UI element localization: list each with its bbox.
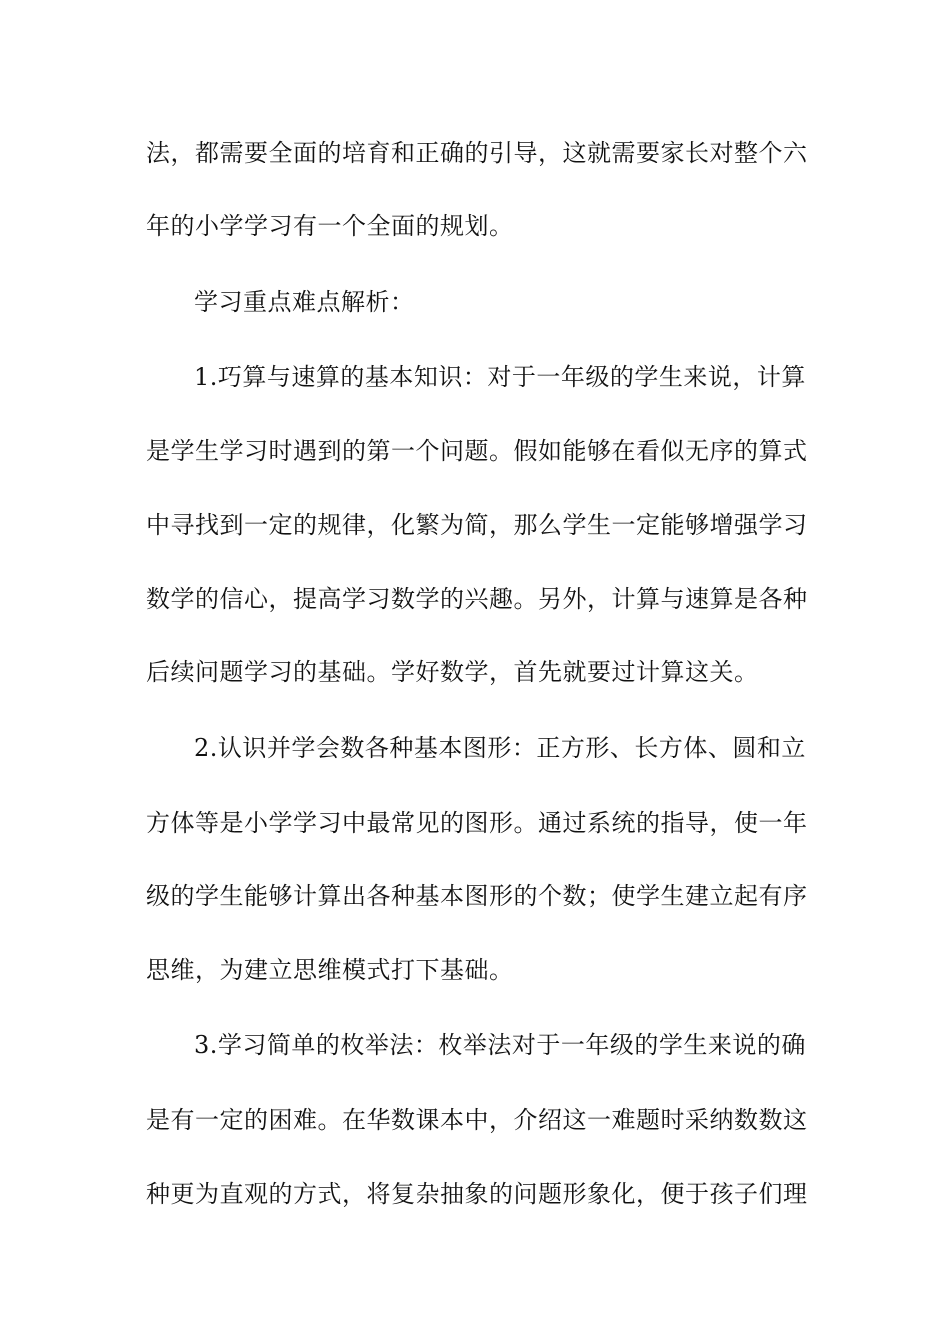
text-line: 1.巧算与速算的基本知识：对于一年级的学生来说，计算 <box>194 363 806 391</box>
section-heading: 学习重点难点解析： <box>194 288 415 316</box>
text-line: 思维，为建立思维模式打下基础。 <box>146 956 514 984</box>
text-line: 是有一定的困难。在华数课本中，介绍这一难题时采纳数数这 <box>146 1106 808 1134</box>
text-line: 是学生学习时遇到的第一个问题。假如能够在看似无序的算式 <box>146 437 808 465</box>
text-line: 数学的信心，提高学习数学的兴趣。另外，计算与速算是各种 <box>146 585 808 613</box>
text-line: 2.认识并学会数各种基本图形：正方形、长方体、圆和立 <box>194 734 806 762</box>
text-line: 方体等是小学学习中最常见的图形。通过系统的指导，使一年 <box>146 809 808 837</box>
text-line: 3.学习简单的枚举法：枚举法对于一年级的学生来说的确 <box>194 1031 806 1059</box>
text-line: 中寻找到一定的规律，化繁为简，那么学生一定能够增强学习 <box>146 511 808 539</box>
text-line: 年的小学学习有一个全面的规划。 <box>146 212 514 240</box>
text-line: 后续问题学习的基础。学好数学，首先就要过计算这关。 <box>146 658 759 686</box>
text-line: 级的学生能够计算出各种基本图形的个数；使学生建立起有序 <box>146 882 808 910</box>
text-line: 法，都需要全面的培育和正确的引导，这就需要家长对整个六 <box>146 139 808 167</box>
text-line: 种更为直观的方式，将复杂抽象的问题形象化，便于孩子们理 <box>146 1180 808 1208</box>
